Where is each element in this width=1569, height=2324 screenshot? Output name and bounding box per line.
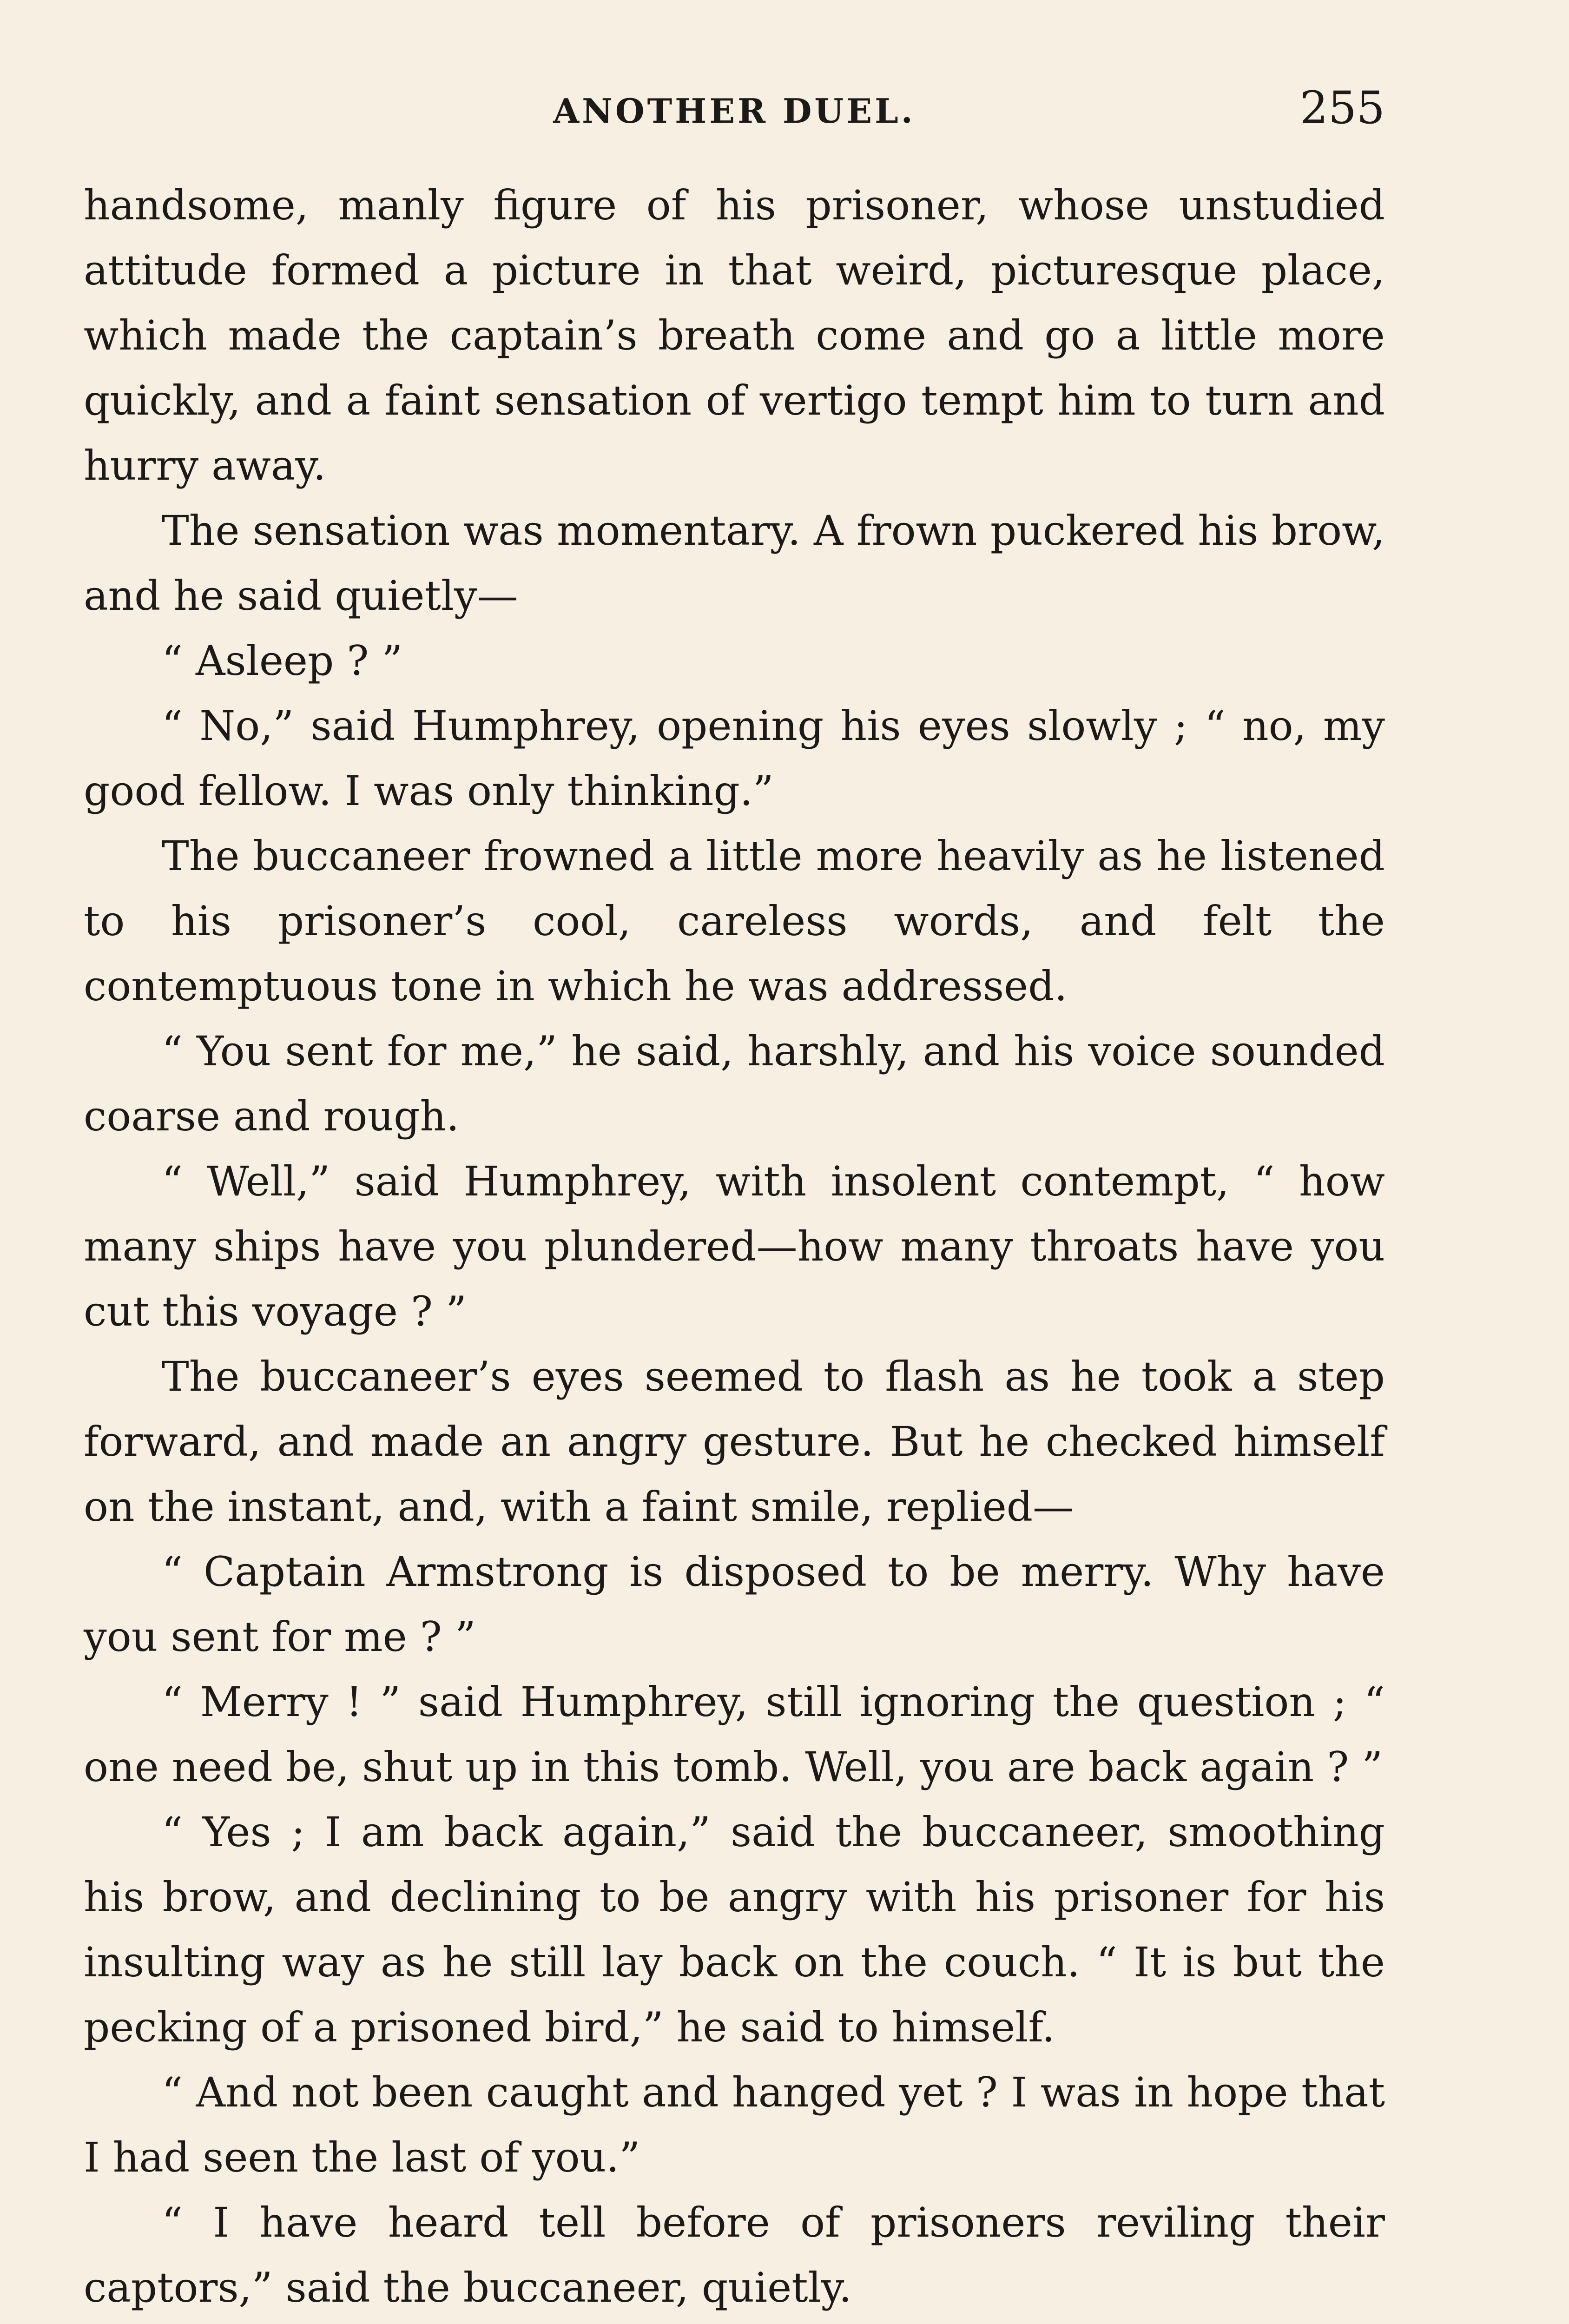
- paragraph: “ And not been caught and hanged yet ? I was in hope that I had seen the last of you.”: [84, 2068, 1385, 2181]
- paragraph: The buccaneer frowned a little more heavily as he listened to his prisoner’s cool, careless words, and felt the contemptuous tone in which he was addressed.: [84, 832, 1385, 1010]
- paragraph: The buccaneer’s eyes seemed to flash as he took a step forward, and made an angry gesture. But he checked himself on the instant, and, with a faint smile, replied—: [84, 1353, 1385, 1531]
- paragraph: handsome, manly figure of his prisoner, whose unstudied attitude formed a picture in that weird, picturesque place, which made the captain’s breath come and go a little more quickly, and a faint sensation of vertigo tempt him to turn and hurry away.: [84, 181, 1385, 489]
- running-head: [84, 82, 1385, 138]
- paragraph: The sensation was momentary. A frown puckered his brow, and he said quietly—: [84, 507, 1385, 620]
- paragraph: “ Yes ; I am back again,” said the buccaneer, smoothing his brow, and declining to be angry with his prisoner for his insulting way as he still lay back on the couch. “ It is but the pecking of a prisoned bird,” he said to himself.: [84, 1808, 1385, 2051]
- paragraph: “ Well,” said Humphrey, with insolent contempt, “ how many ships have you plundered—how many throats have you cut this voyage ? ”: [84, 1157, 1385, 1335]
- paragraph: “ Captain Armstrong is disposed to be merry. Why have you sent for me ? ”: [84, 1548, 1385, 1661]
- paragraph: “ You sent for me,” he said, harshly, and his voice sounded coarse and rough.: [84, 1027, 1385, 1140]
- page-number: 255: [1299, 82, 1385, 134]
- paragraph: “ Asleep ? ”: [162, 637, 403, 685]
- body-text: [84, 173, 1385, 2320]
- running-title: ANOTHER DUEL.: [553, 91, 916, 131]
- paragraph: “ No,” said Humphrey, opening his eyes slowly ; “ no, my good fellow. I was only thinking.”: [84, 702, 1385, 815]
- paragraph: “ Merry ! ” said Humphrey, still ignoring the question ; “ one need be, shut up in this tomb. Well, you are back again ? ”: [84, 1678, 1385, 1791]
- paragraph: “ I have heard tell before of prisoners reviling their captors,” said the buccaneer, quietly.: [84, 2199, 1385, 2311]
